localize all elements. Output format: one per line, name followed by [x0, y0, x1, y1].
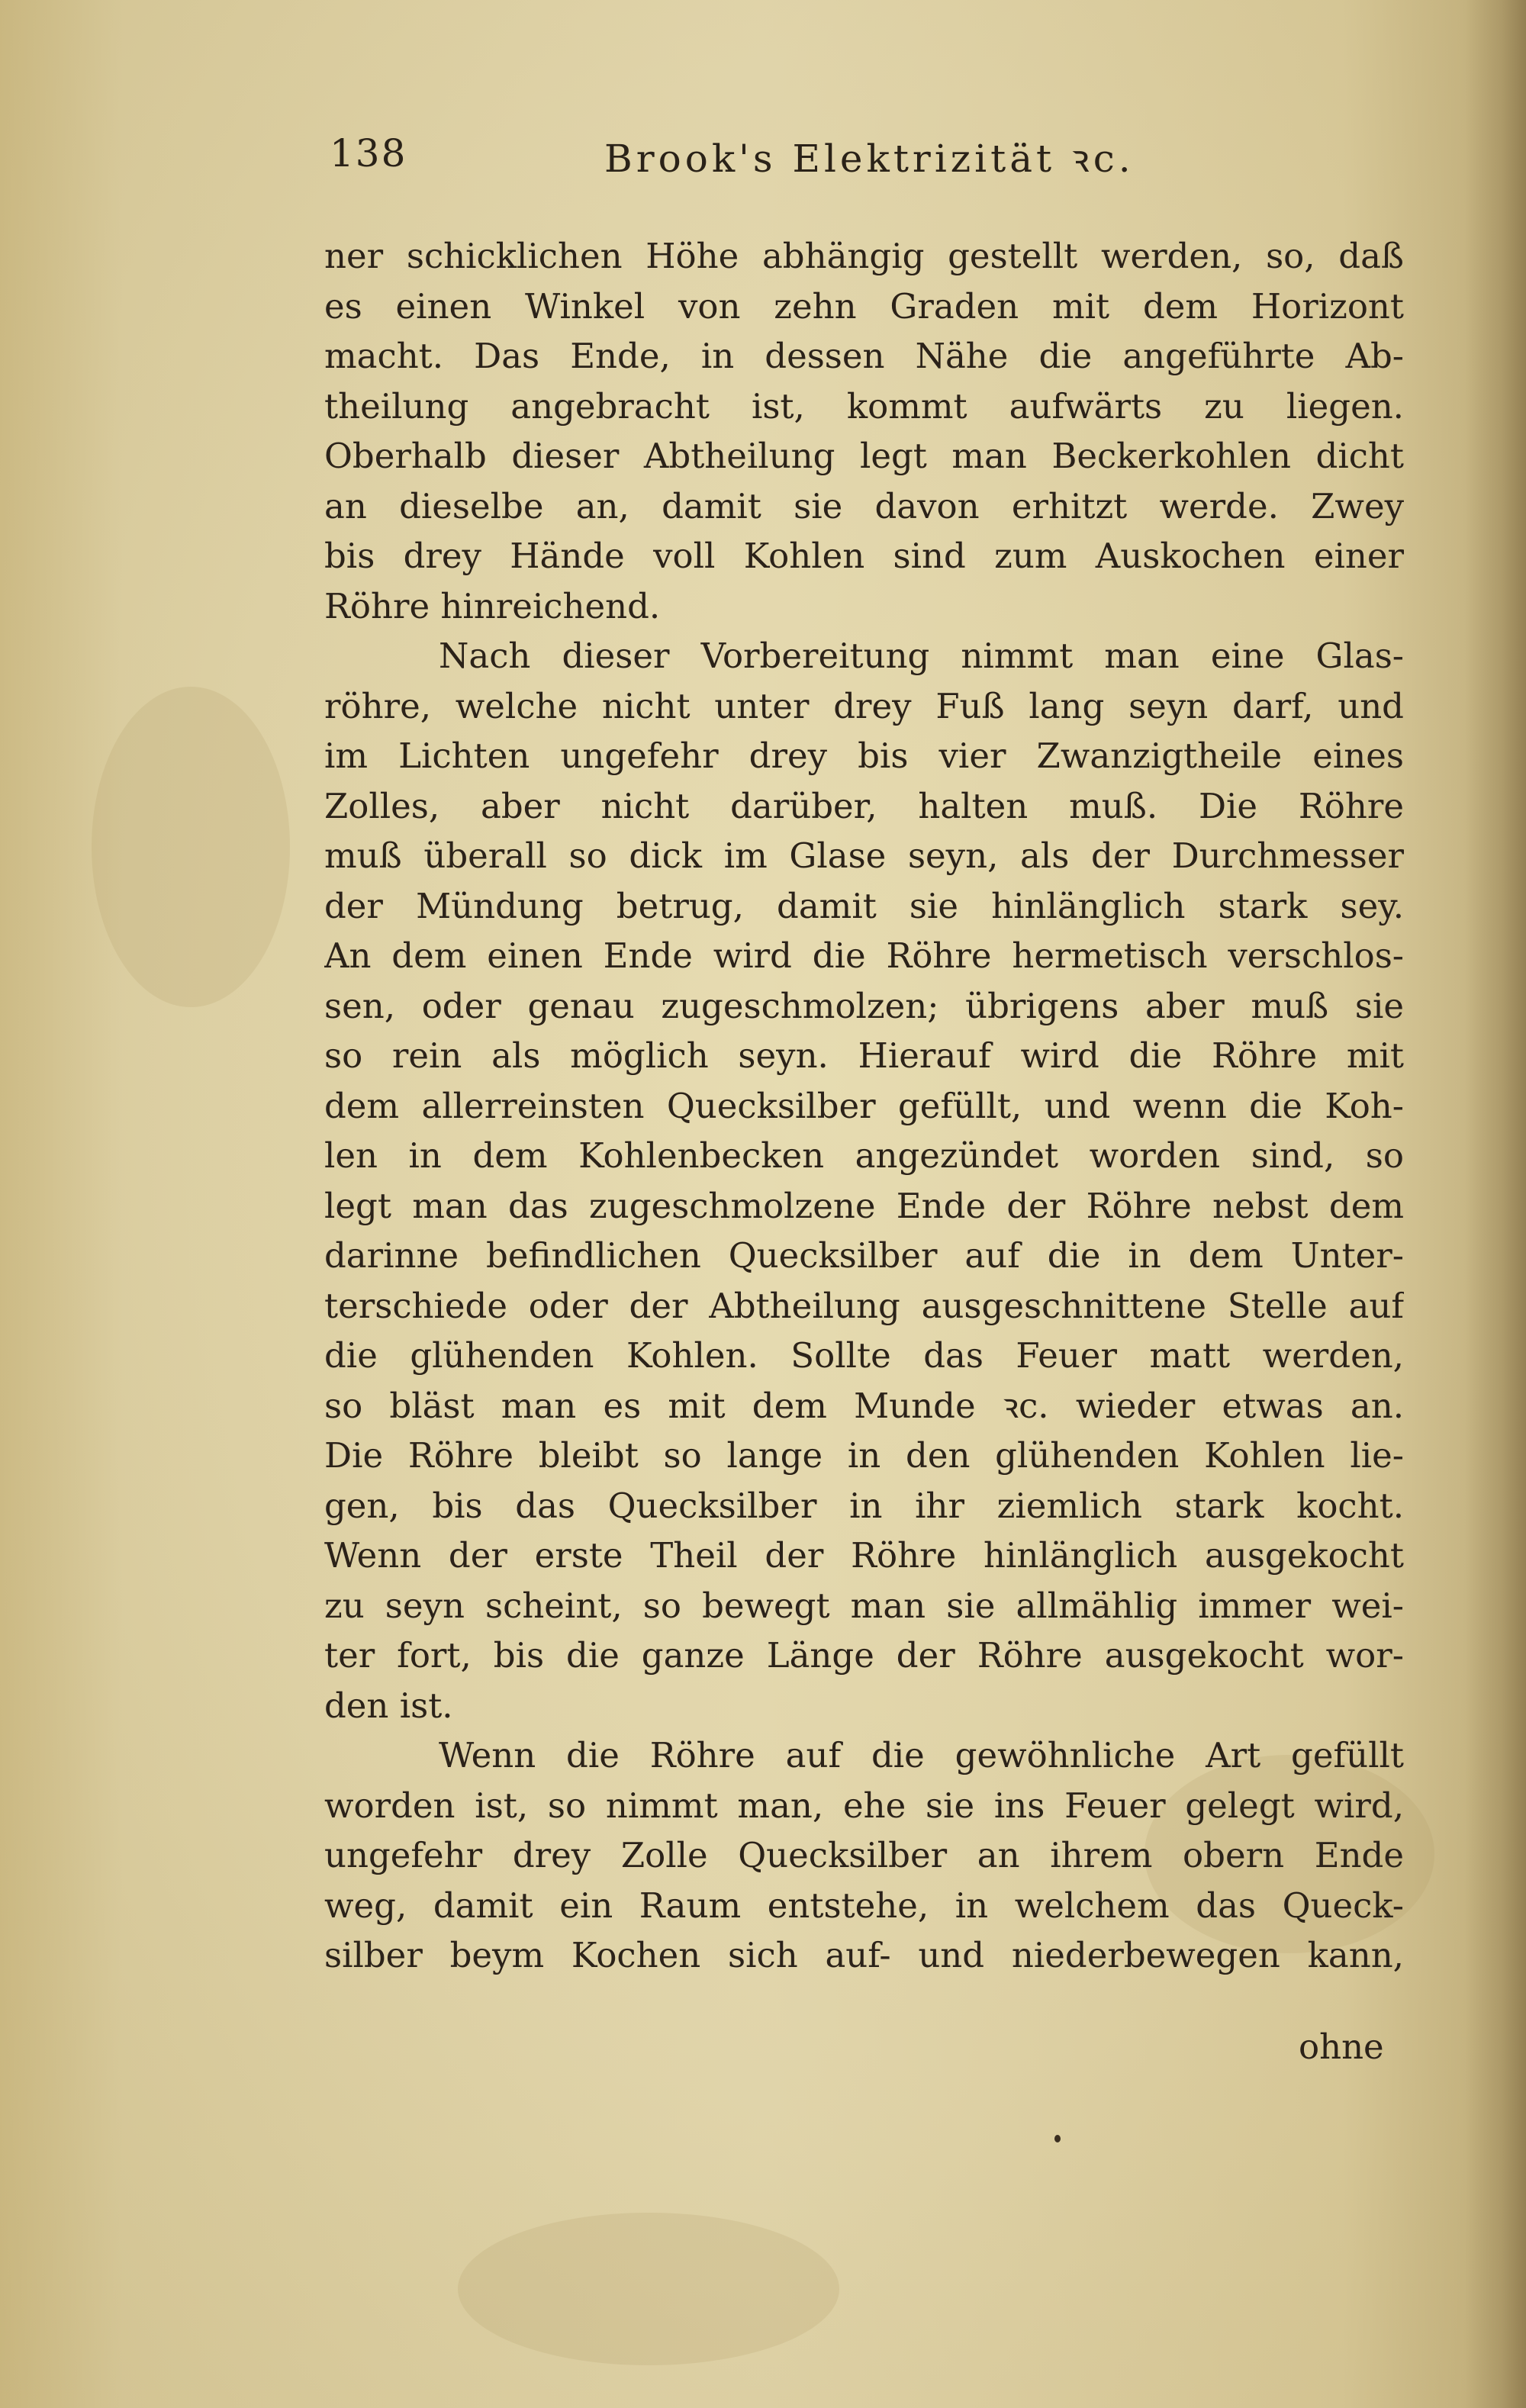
text-line: an dieselbe an, damit sie davon erhitzt werde. Zwey [324, 485, 1404, 526]
text-line: zu seyn scheint, so bewegt man sie allmählig immer wei- [324, 1585, 1404, 1626]
text-line: Die Röhre bleibt so lange in den glühenden Kohlen lie- [324, 1435, 1404, 1476]
text-line: Oberhalb dieser Abtheilung legt man Beckerkohlen dicht [324, 436, 1404, 476]
text-line: ner schicklichen Höhe abhängig gestellt werden, so, daß [324, 236, 1404, 276]
text-line: worden ist, so nimmt man, ehe sie ins Feuer gelegt wird, [324, 1785, 1404, 1826]
running-head: Brook's Elektrizität ꝛc. [604, 137, 1135, 181]
page-header [330, 131, 1398, 185]
body-text [324, 231, 1404, 1981]
text-line: im Lichten ungefehr drey bis vier Zwanzigtheile eines [324, 736, 1404, 776]
text-line: terschiede oder der Abtheilung ausgeschnittene Stelle auf [324, 1285, 1404, 1326]
text-line: macht. Das Ende, in dessen Nähe die angeführte Ab- [324, 336, 1404, 376]
text-line: Wenn der erste Theil der Röhre hinlänglich ausgekocht [324, 1535, 1404, 1576]
text-line: dem allerreinsten Quecksilber gefüllt, und wenn die Koh- [324, 1085, 1404, 1126]
text-line: darinne befindlichen Quecksilber auf die in dem Unter- [324, 1235, 1404, 1276]
text-line: bis drey Hände voll Kohlen sind zum Auskochen einer [324, 536, 1404, 576]
text-line: theilung angebracht ist, kommt aufwärts zu liegen. [324, 385, 1404, 427]
text-line: silber beym Kochen sich auf- und niederbewegen kann, [324, 1935, 1404, 1975]
paper-stain [92, 687, 290, 1007]
text-line: An dem einen Ende wird die Röhre hermetisch verschlos- [324, 935, 1404, 976]
text-line: der Mündung betrug, damit sie hinlänglich stark sey. [324, 885, 1404, 926]
text-line: muß überall so dick im Glase seyn, als der Durchmesser [324, 835, 1404, 876]
page-number: 138 [330, 131, 407, 175]
text-line: ungefehr drey Zolle Quecksilber an ihrem obern Ende [324, 1835, 1404, 1875]
text-line: die glühenden Kohlen. Sollte das Feuer matt werden, [324, 1335, 1404, 1376]
text-line: es einen Winkel von zehn Graden mit dem Horizont [324, 285, 1404, 327]
text-line: legt man das zugeschmolzene Ende der Röhre nebst dem [324, 1185, 1404, 1226]
paper-stain [458, 2213, 839, 2365]
text-line: Nach dieser Vorbereitung nimmt man eine Glas- [439, 636, 1404, 676]
text-line: so rein als möglich seyn. Hierauf wird die Röhre mit [324, 1035, 1404, 1076]
text-line: sen, oder genau zugeschmolzen; übrigens aber muß sie [324, 985, 1404, 1026]
binding-shadow [1465, 0, 1526, 2408]
text-line: so bläst man es mit dem Munde ꝛc. wieder etwas an. [324, 1385, 1404, 1426]
text-line: Wenn die Röhre auf die gewöhnliche Art gefüllt [439, 1735, 1404, 1775]
text-line: Zolles, aber nicht darüber, halten muß. Die Röhre [324, 785, 1404, 826]
text-line: ter fort, bis die ganze Länge der Röhre ausgekocht wor- [324, 1635, 1404, 1676]
text-line: Röhre hinreichend. [324, 585, 661, 626]
text-line: len in dem Kohlenbecken angezündet worden sind, so [324, 1135, 1404, 1176]
ink-speck [1054, 2135, 1061, 2142]
text-line: weg, damit ein Raum entstehe, in welchem das Queck- [324, 1885, 1404, 1926]
text-line: den ist. [324, 1685, 453, 1726]
text-line: röhre, welche nicht unter drey Fuß lang seyn darf, und [324, 685, 1404, 726]
text-line: gen, bis das Quecksilber in ihr ziemlich stark kocht. [324, 1485, 1404, 1526]
catchword: ohne [1299, 2027, 1384, 2067]
